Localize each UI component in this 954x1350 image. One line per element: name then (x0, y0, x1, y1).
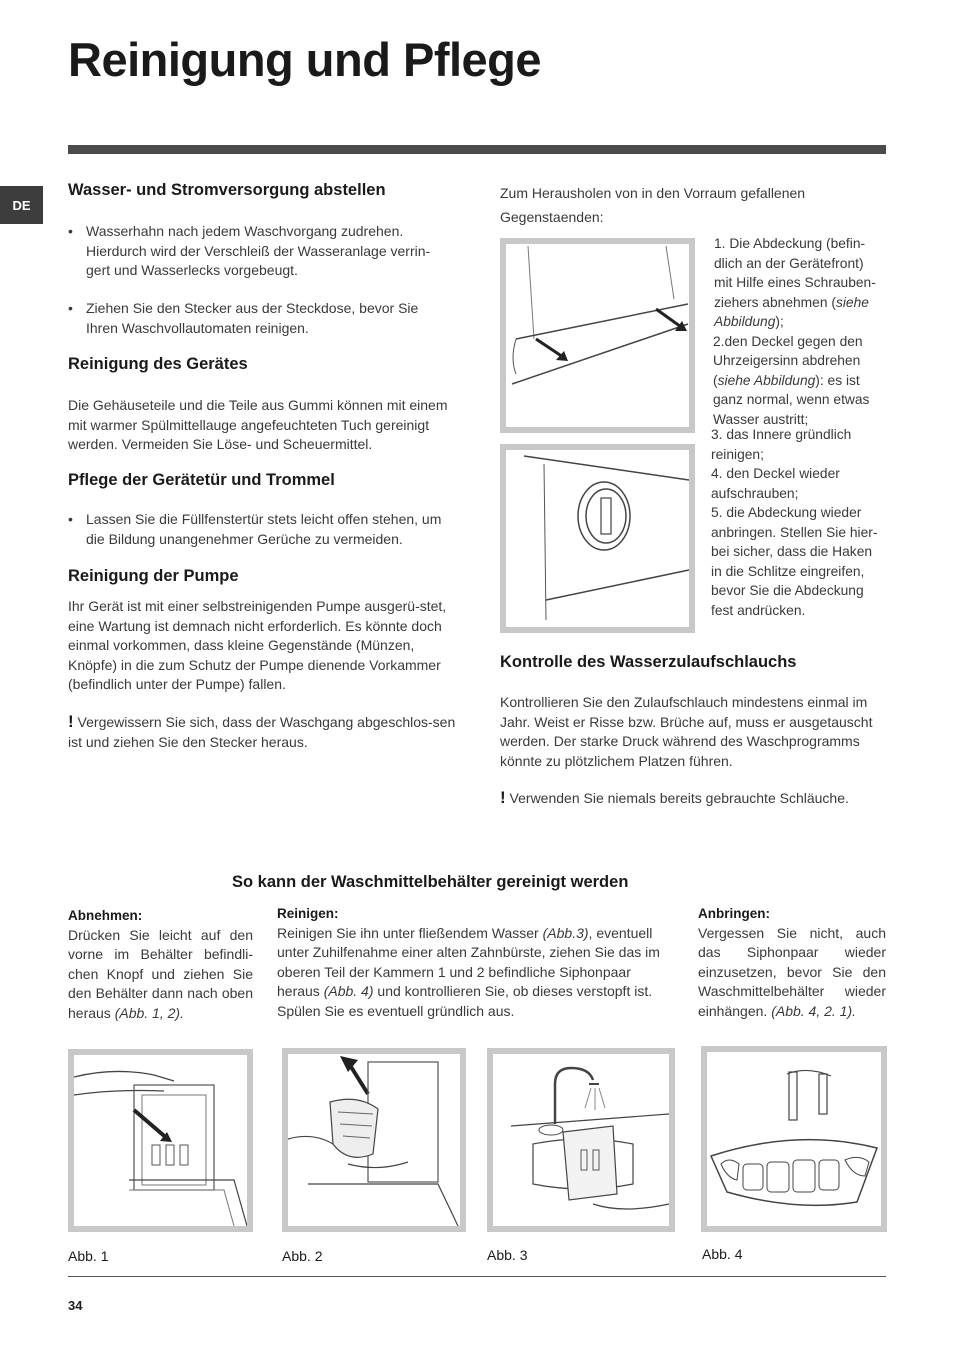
warning-icon: ! (500, 788, 506, 807)
cover-removal-illustration (506, 244, 689, 427)
step-1 (713, 234, 883, 332)
language-tab: DE (0, 186, 43, 224)
col-clean (277, 904, 669, 1021)
figure-abb1 (68, 1049, 253, 1232)
caption-abb3: Abb. 3 (487, 1247, 528, 1263)
pump-lid-illustration (506, 450, 689, 627)
text-cleaning-device: Die Gehäuseteile und die Teile aus Gummi können mit einem mit warmer Spülmittellauge angefeuchteten Tuch gereinigt werden. Vermeiden Sie Löse- und Scheuermittel. (68, 397, 448, 452)
pump-intro: Zum Herausholen von in den Vorraum gefallenen Gegenstaenden: (500, 185, 806, 225)
heading-cleaning-device: Reinigung des Gerätes (68, 355, 248, 373)
col-clean-text-a: Reinigen Sie ihn unter fließendem Wasser (277, 924, 543, 941)
warning-pump (68, 712, 458, 752)
step-2-end: ): es ist ganz normal, wenn etwas Wasser austritt; (713, 372, 870, 427)
col-remove-ref: (Abb. 1, 2). (114, 1004, 184, 1021)
figure-pump-lid (500, 444, 695, 633)
col-attach (698, 904, 886, 1021)
col-attach-text: Vergessen Sie nicht, auch das Siphonpaar wieder einzusetzen, bevor Sie den Waschmittelbehälter wieder einhängen. (698, 924, 886, 1019)
drawer-press-illustration (74, 1055, 247, 1226)
bullet-unplug: • Ziehen Sie den Stecker aus der Steckdose, bevor Sie Ihren Waschvollautomaten reinigen. (68, 299, 448, 338)
warning-icon: ! (68, 712, 74, 731)
page-number: 34 (68, 1298, 83, 1313)
col-clean-ref-a: (Abb.3) (542, 924, 589, 941)
page-title: Reinigung und Pflege (68, 33, 542, 86)
warning-hose-text: Verwenden Sie niemals bereits gebrauchte Schläuche. (505, 790, 849, 806)
warning-pump-text: Vergewissern Sie sich, dass der Waschgang abgeschlos-sen ist und ziehen Sie den Stecker heraus. (68, 714, 456, 750)
drawer-lift-illustration (288, 1054, 460, 1226)
bullet-water-tap: • Wasserhahn nach jedem Waschvorgang zudrehen. Hierdurch wird der Verschleiß der Wasseranlage verrin-gert und Wasserlecks vorgebeugt. (68, 222, 448, 281)
step-4: 4. den Deckel wieder aufschrauben; (711, 466, 840, 501)
title-rule (68, 145, 886, 154)
col-clean-text-c: und kontrollieren Sie, ob dieses verstopft ist. Spülen Sie es eventuell gründlich aus. (277, 983, 653, 1019)
col-attach-title: Anbringen: (698, 906, 770, 921)
col-clean-ref-b: (Abb. 4) (323, 983, 374, 999)
col-clean-title: Reinigen: (277, 906, 339, 921)
text-pump: Ihr Gerät ist mit einer selbstreinigenden Pumpe ausgerü-stet, eine Wartung ist demnach nicht erforderlich. Es könnte doch einmal vorkommen, dass kleine Gegenstände (Münzen, Knöpfe) in die zum Schutz der Pumpe dienende Vorkammer (befindlich unter der Pumpe) fallen. (68, 598, 447, 692)
warning-hose (500, 788, 886, 809)
step-1-text: 1. Die Abdeckung (befin-dlich an der Gerätefront) mit Hilfe eines Schrauben-ziehers abnehmen ( (714, 236, 876, 310)
figure-abb2 (282, 1048, 466, 1232)
col-attach-ref: (Abb. 4, 2. 1). (771, 1002, 857, 1019)
step-1-ref: siehe Abbildung (714, 294, 869, 329)
heading-detergent-drawer: So kann der Waschmittelbehälter gereinigt werden (232, 873, 629, 891)
col-remove-text: Drücken Sie leicht auf den vorne im Behälter befindli-chen Knopf und ziehen Sie den Behälter dann nach oben heraus (68, 926, 253, 1021)
siphon-pair-illustration (707, 1052, 881, 1226)
col-remove (68, 906, 253, 1023)
figure-abb4 (701, 1046, 887, 1232)
caption-abb1: Abb. 1 (68, 1248, 109, 1264)
heading-hose-check: Kontrolle des Wasserzulaufschlauchs (500, 653, 797, 671)
figure-cover-removal (500, 238, 695, 433)
step-1-end: ); (775, 314, 784, 329)
heading-door-drum: Pflege der Gerätetür und Trommel (68, 471, 335, 489)
footer-rule (68, 1276, 886, 1277)
step-2-text: 2.den Deckel gegen den Uhrzeigersinn abdrehen ( (713, 333, 863, 388)
steps-list-2 (711, 425, 886, 620)
rinse-drawer-illustration (493, 1054, 669, 1226)
heading-water-power: Wasser- und Stromversorgung abstellen (68, 181, 386, 199)
bullet-door-open: • Lassen Sie die Füllfenstertür stets leicht offen stehen, um die Bildung unangenehmer Gerüche zu vermeiden. (68, 510, 460, 549)
figure-abb3 (487, 1048, 675, 1232)
heading-pump: Reinigung der Pumpe (68, 567, 239, 585)
caption-abb4: Abb. 4 (702, 1246, 743, 1262)
text-hose-check: Kontrollieren Sie den Zulaufschlauch mindestens einmal im Jahr. Weist er Risse bzw. Brüche auf, muss er ausgetauscht werden. Der starke Druck während des Waschprogramms könnte zu plötzlichem Platzen führen. (500, 694, 873, 769)
col-remove-title: Abnehmen: (68, 908, 143, 923)
steps-list (713, 234, 883, 429)
step-3: 3. das Innere gründlich reinigen; (711, 427, 852, 462)
step-2-ref: siehe Abbildung (717, 372, 816, 388)
caption-abb2: Abb. 2 (282, 1248, 323, 1264)
col-clean-text-b: , eventuell unter Zuhilfenahme einer alten Zahnbürste, ziehen Sie das im oberen Teil der Kammern 1 und 2 befindliche Siphonpaar heraus (277, 924, 660, 999)
step-5: 5. die Abdeckung wieder anbringen. Stellen Sie hier-bei sicher, dass die Haken in die Schlitze eingreifen, bevor Sie die Abdeckung fest andrücken. (711, 505, 878, 618)
step-2 (713, 332, 883, 430)
